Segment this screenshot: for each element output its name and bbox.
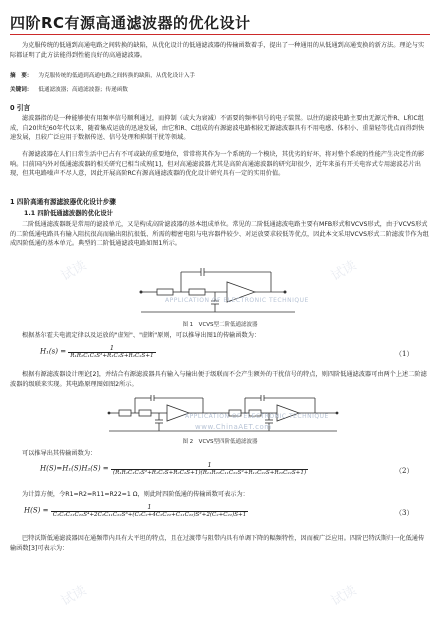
kcl-paragraph: 根据基尔霍夫电流定律以及运放的"虚短"、"虚断"原则，可以推导出图1的传输函数为：	[22, 332, 261, 339]
equation-3-lhs: H(S) =	[24, 506, 49, 515]
watermark-mark-3: 试读	[58, 583, 90, 610]
keywords-text: 低通滤波器；高通滤波器；传递函数	[38, 87, 128, 93]
title-rule	[10, 34, 430, 35]
transfer-function-paragraph: 可以推导出其传输函数为：	[22, 450, 97, 457]
equation-1-fraction	[68, 344, 155, 359]
section-0-paragraph-1: 滤波器指的是一种能够使有用频率信号顺利通过，而抑制（或大为衰减）不需要的频率信号的电子装置。以往的滤波电路主要由无源元件R、L和C组成，自20世纪60年代以来，随着集成运放的迅速发展，由它和R、C组成的有源滤波电路相较无源滤波器具有不用电感、体积小、重量轻等优点而得到快速发展，且较广泛应用于数据传送、信号处理和抑制干扰等领域。	[10, 115, 425, 142]
section-0-heading: 0 引言	[10, 104, 31, 112]
equation-1-lhs: H₁(s) =	[40, 347, 67, 356]
simplification-paragraph: 为计算方便，令R1=R2=R11=R22=1 Ω，则此时四阶低通的传输函数可表示为：	[22, 491, 249, 498]
equation-3	[24, 503, 248, 518]
equation-2-denominator: (R₁R₂C₁C₂S²+R₁C₂S+R₂C₂S+1)(R₁₁R₂₂C₁₁C₂₂S²+R₁₁C₂₂S+R₂₂C₂₂S+1)	[112, 470, 307, 476]
equation-2-denominator-part-2: R₁₁R₂₂C₁₁C₂₂S²+R₁₁C₂₂S+R₂₂C₂₂S+1	[202, 470, 304, 476]
equation-3-numerator: 1	[51, 503, 249, 512]
equation-1	[40, 344, 156, 359]
page-title: 四阶RC有源高通滤波器的优化设计	[10, 14, 251, 32]
equation-2-numerator: 1	[111, 461, 308, 470]
watermark-journal-1: APPLICATION OF ELECTRONIC TECHNIQUE	[165, 297, 309, 304]
section-1-1-paragraph: 二阶低通滤波器既是常用的滤波单元，又是构成高阶滤波器的基本组成单位。常见的二阶低通滤波电路主要有MFB形式和VCVS形式，由于VCVS形式的二阶低通电路具有输入阻抗很高而输出阻抗很低、所需的精密电阻与电容器件较少、对运放要求较低等优点，因此本文采用VCVS形式二阶滤波节作为组成四阶低通的基本单元。典型的二阶低通滤波电路如图1所示。	[10, 221, 429, 248]
butterworth-paragraph: 巴特沃斯低通滤波器因在通频带内具有大平坦的特点，且在过渡带与阻带内具有单调下降的幅频特性，因而被广泛应用。四阶巴特沃斯归一化低通传输函数[3]可表示为：	[10, 535, 425, 552]
watermark-mark-2: 试读	[328, 258, 360, 285]
watermark-mark-4: 试读	[328, 583, 360, 610]
abstract-text: 为克服传统的低通到高通电路之间转换的缺陷，从优化设计入手	[38, 73, 196, 79]
watermark-mark-1: 试读	[58, 258, 90, 285]
watermark-journal-2: APPLICATION OF ELECTRONIC TECHNIQUE	[185, 413, 329, 420]
keywords-label: 关键词：	[10, 87, 33, 93]
equation-1-number: （1）	[395, 350, 414, 358]
equation-3-denominator: C₁C₂C₁₁C₂₂S⁴+2C₂C₁₁C₂₂S³+(C₁C₂+4C₂C₂₂+C₁₁C₂₂)S²+2(C₂+C₂₂)S+1	[52, 512, 247, 518]
section-0-paragraph-2: 有源滤波器在人们日常生活中已占有不可或缺的重要地位，常常将其作为一个系统的一个模块，其优劣的好坏，将对整个系统的性能产生决定性的影响。目前国内外对低通滤波器的相关研究已相当成熟[1]，但对高通滤波器尤其是高阶高通滤波器的研究却很少，近年来虽有开关电容式专用滤波芯片出现，但其电路噪声不尽人意，因此开展高阶RC有源高通滤波器的优化设计研究具有一定的实用价值。	[10, 151, 425, 178]
abstract-label: 摘 要：	[10, 73, 33, 79]
equation-3-number: （3）	[395, 509, 414, 517]
figure-1-circuit	[135, 258, 305, 318]
equation-2-lhs: H(S)=H₁(S)H₂(S) =	[40, 464, 109, 473]
intro-paragraph: 为克服传统的低通到高通电路之间转换的缺陷，从优化设计的低通滤波器的传输函数着手，提出了一种通用的从低通到高通变换的新方法。理论与实际都证明了此方法能得到性能良好的高通滤波器。	[10, 42, 425, 59]
figure-2-caption: 图 2 VCVS型四阶低通滤波器	[182, 439, 258, 445]
abstract-line	[10, 72, 430, 82]
equation-1-numerator: 1	[68, 344, 155, 353]
watermark-url: www.ChinaAET.com	[195, 423, 272, 431]
fig2-intro-paragraph: 根据有源滤波器设计理论[2]，并结合有源滤波器具有输入与输出便于级联而不会产生额外的干扰信号的特点，则四阶低通滤波器可由两个上述二阶滤波器的级联来实现。其电路原理图如图2所示。	[10, 371, 427, 388]
keywords-line	[10, 86, 430, 96]
equation-2	[40, 461, 308, 476]
equation-3-fraction	[51, 503, 249, 518]
equation-2-denominator-part-1: R₁R₂C₁C₂S²+R₁C₂S+R₂C₂S+1	[115, 470, 199, 476]
figure-1-caption: 图 1 VCVS型二阶低通滤波器	[182, 322, 258, 328]
section-1-1-heading: 1.1 四阶低通滤波器的优化设计	[24, 210, 113, 217]
equation-1-denominator: R₁R₂C₁C₂S²+R₁C₂S+R₂C₂S+1	[70, 353, 154, 359]
equation-2-number: （2）	[395, 467, 414, 475]
section-1-heading: 1 四阶高通有源滤波器优化设计步骤	[10, 198, 116, 206]
equation-2-fraction	[111, 461, 308, 476]
